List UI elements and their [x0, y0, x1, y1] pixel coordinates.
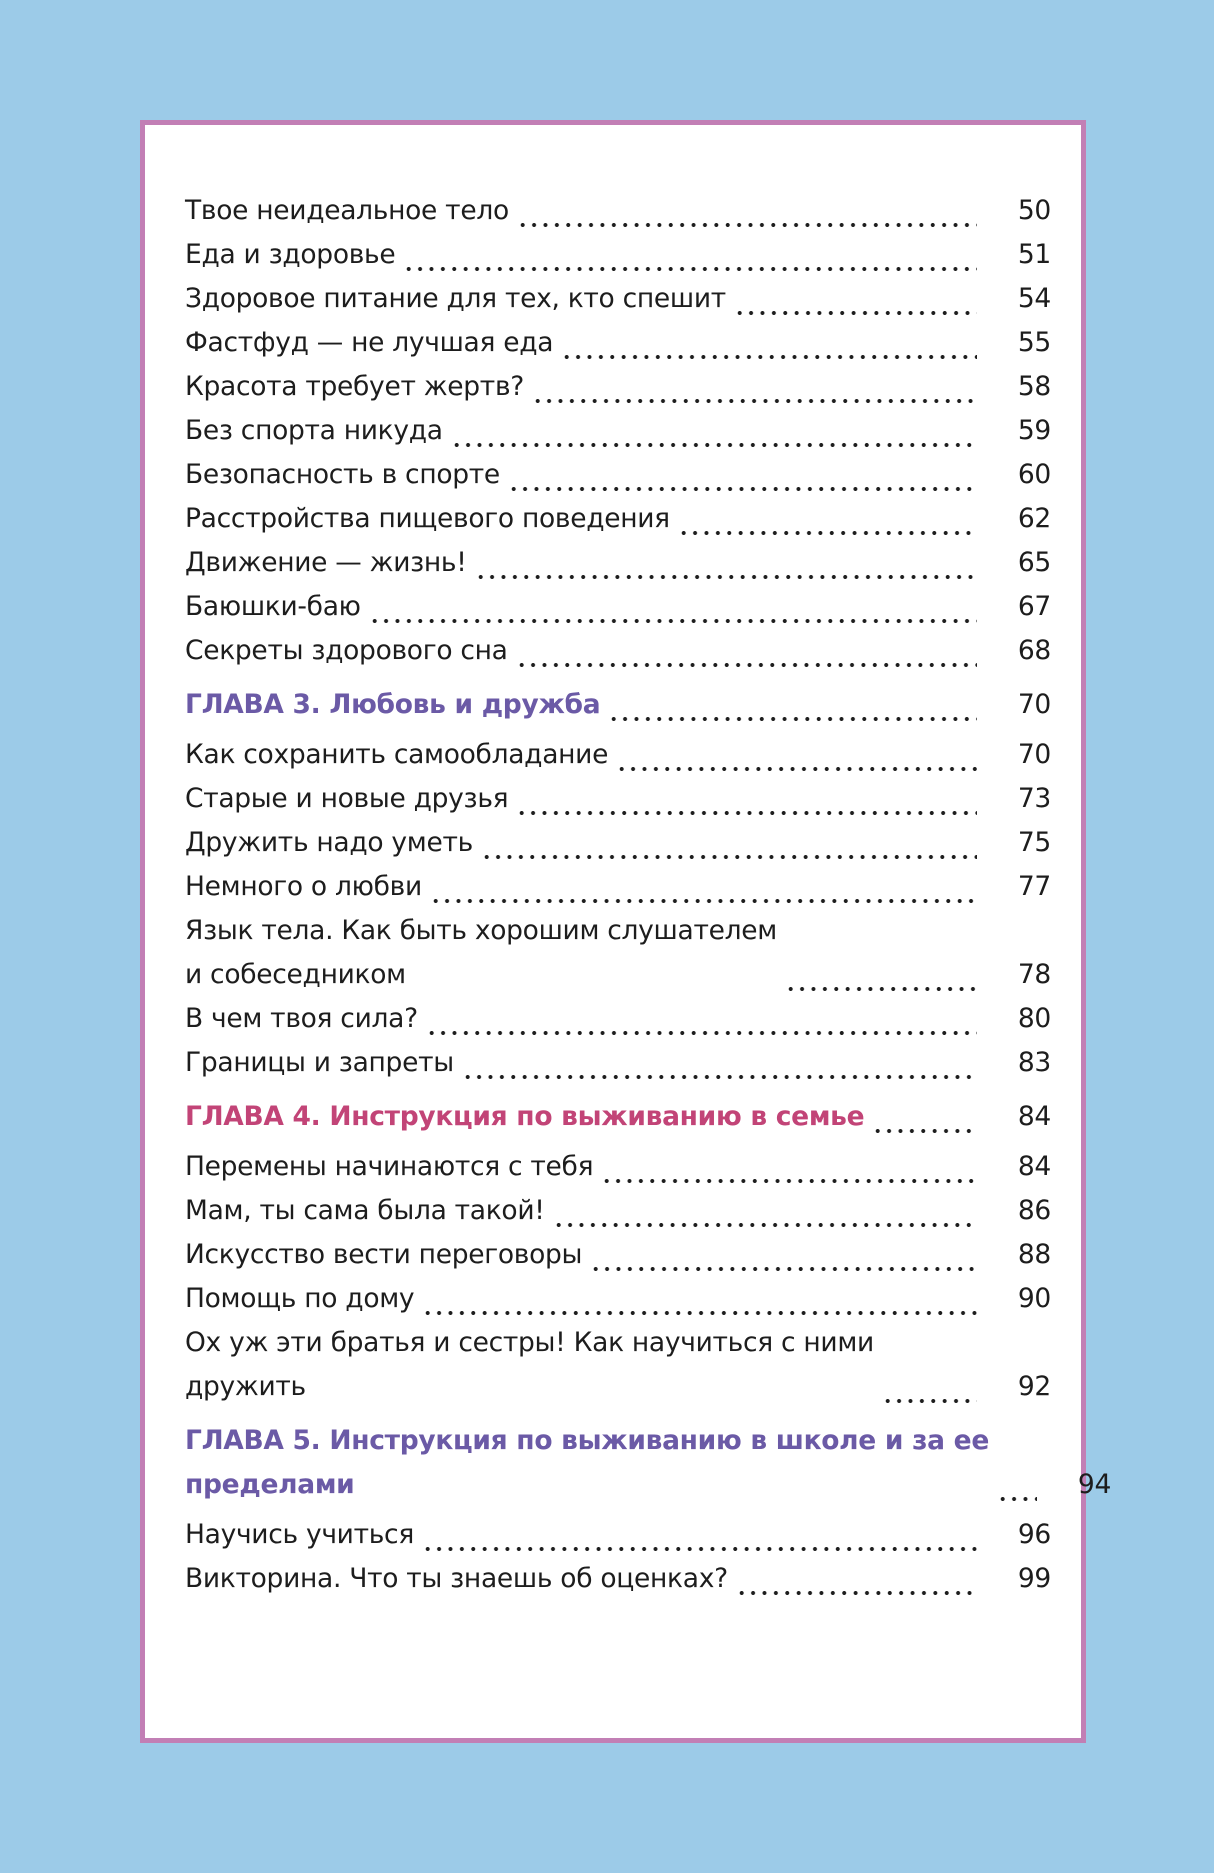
page-number: 77 [1017, 871, 1051, 902]
toc-chapter-entry[interactable] [185, 683, 1051, 727]
toc-entry-title [185, 629, 508, 673]
toc-entry-title-line1: Ох уж эти братья и сестры! Как научиться с ними [185, 1327, 874, 1358]
page-number: 60 [1017, 459, 1051, 490]
toc-chapter-entry[interactable] [185, 1419, 1112, 1507]
dot-leader [734, 277, 977, 321]
toc-entry-title-text: ГЛАВА 4. Инструкция по выживанию в семье [185, 1101, 865, 1132]
toc-entry-title [185, 585, 361, 629]
toc-entry-title [185, 1189, 545, 1233]
page-number: 99 [1017, 1563, 1051, 1594]
dot-leader [369, 585, 977, 629]
toc-entry-title-text: Красота требует жертв? [185, 371, 525, 402]
toc-entry-title [185, 497, 670, 541]
dot-leader [430, 865, 977, 909]
toc-entry-title-text: Викторина. Что ты знаешь об оценках? [185, 1563, 728, 1594]
toc-entry[interactable] [185, 497, 1051, 541]
toc-entry-title-text: Помощь по дому [185, 1283, 415, 1314]
toc-entry[interactable] [185, 233, 1051, 277]
toc-entry[interactable] [185, 1513, 1051, 1557]
toc-entry[interactable] [185, 277, 1051, 321]
toc-entry-title [185, 365, 524, 409]
toc-entry[interactable] [185, 629, 1051, 673]
toc-entry-title [185, 683, 600, 727]
page-number: 68 [1017, 635, 1051, 666]
toc-entry[interactable] [185, 1041, 1051, 1085]
page-number: 78 [1017, 959, 1051, 990]
toc-entry-title-text: Немного о любви [185, 871, 422, 902]
toc-entry-title-text: Секреты здорового сна [185, 635, 508, 666]
page-number: 70 [1017, 739, 1051, 770]
toc-entry[interactable] [185, 1233, 1051, 1277]
toc-entry-title-text: Здоровое питание для тех, кто спешит [185, 283, 726, 314]
dot-leader [516, 629, 977, 673]
toc-entry-title-text: Научись учиться [185, 1519, 414, 1550]
dot-leader [590, 1233, 977, 1277]
toc-entry-title [185, 277, 726, 321]
toc-entry-title-text: Твое неидеальное тело [185, 195, 509, 226]
toc-entry-title-text: Дружить надо уметь [185, 827, 473, 858]
page-number: 54 [1017, 283, 1051, 314]
toc-entry[interactable] [185, 321, 1051, 365]
toc-entry-title-text: Искусство вести переговоры [185, 1239, 583, 1270]
dot-leader [997, 1463, 1037, 1507]
page-number: 84 [1017, 1151, 1051, 1182]
toc-entry-title [185, 1513, 414, 1557]
page-number: 50 [1017, 195, 1051, 226]
toc-entry[interactable] [185, 997, 1051, 1041]
dot-leader [785, 953, 977, 997]
page-number: 51 [1017, 239, 1051, 270]
dot-leader [451, 409, 977, 453]
book-page [140, 120, 1112, 1743]
dot-leader [532, 365, 977, 409]
dot-leader [553, 1189, 977, 1233]
dot-leader [872, 1095, 977, 1139]
dot-leader [422, 1277, 977, 1321]
toc-entry-title [185, 189, 509, 233]
page-number: 96 [1017, 1519, 1051, 1550]
toc-entry[interactable] [185, 585, 1051, 629]
page-number: 58 [1017, 371, 1051, 402]
dot-leader [475, 541, 977, 585]
toc-entry-title [185, 1277, 414, 1321]
toc-entry-title [185, 541, 467, 585]
dot-leader [403, 233, 977, 277]
toc-entry[interactable] [185, 1557, 1051, 1601]
toc-entry[interactable] [185, 1321, 1051, 1409]
toc-entry-title [185, 1145, 593, 1189]
dot-leader [608, 683, 977, 727]
dot-leader [508, 453, 977, 497]
toc-entry-title-text: Без спорта никуда [185, 415, 443, 446]
toc-entry-title-text: дружить [185, 1371, 306, 1402]
dot-leader [616, 733, 977, 777]
toc-entry-title-line1: Язык тела. Как быть хорошим слушателем [185, 915, 777, 946]
toc-entry-title-text: Еда и здоровье [185, 239, 396, 270]
toc-entry-title-text: Фастфуд — не лучшая еда [185, 327, 554, 358]
dot-leader [422, 1513, 977, 1557]
page-number: 84 [1017, 1101, 1051, 1132]
toc-entry[interactable] [185, 541, 1051, 585]
toc-entry-title [185, 821, 473, 865]
dot-leader [882, 1365, 977, 1409]
dot-leader [678, 497, 977, 541]
page-number: 86 [1017, 1195, 1051, 1226]
toc-entry-title [185, 997, 418, 1041]
toc-entry-title-text: Баюшки-баю [185, 591, 361, 622]
toc-entry-title-line1: ГЛАВА 5. Инструкция по выживанию в школе и за ее [185, 1425, 990, 1456]
toc-entry-title-text: Перемены начинаются с тебя [185, 1151, 594, 1182]
toc-entry[interactable] [185, 777, 1051, 821]
dot-leader [481, 821, 977, 865]
toc-entry-title [185, 233, 395, 277]
toc-entry-title [185, 453, 500, 497]
toc-entry-title [185, 733, 608, 777]
toc-entry[interactable] [185, 189, 1051, 233]
toc-chapter-entry[interactable] [185, 1095, 1051, 1139]
toc-entry-title [185, 1557, 728, 1601]
page-number: 55 [1017, 327, 1051, 358]
page-number: 73 [1017, 783, 1051, 814]
page-number: 92 [1017, 1371, 1051, 1402]
dot-leader [561, 321, 977, 365]
toc-entry[interactable] [185, 1145, 1051, 1189]
toc-entry-title [185, 321, 553, 365]
dot-leader [462, 1041, 977, 1085]
toc-entry-title [185, 1419, 989, 1507]
toc-entry-title-text: Расстройства пищевого поведения [185, 503, 670, 534]
toc-entry-title-text: Старые и новые друзья [185, 783, 509, 814]
toc-entry-title [185, 909, 777, 997]
page-number: 90 [1017, 1283, 1051, 1314]
toc-entry-title [185, 1321, 874, 1409]
dot-leader [516, 777, 977, 821]
toc-entry[interactable] [185, 821, 1051, 865]
page-number: 88 [1017, 1239, 1051, 1270]
toc-entry[interactable] [185, 453, 1051, 497]
toc-entry-title [185, 1095, 864, 1139]
toc-entry-title [185, 1041, 454, 1085]
toc-entry-title-text: Мам, ты сама была такой! [185, 1195, 545, 1226]
page-number: 62 [1017, 503, 1051, 534]
toc-entry-title-text: Движение — жизнь! [185, 547, 467, 578]
toc-entry-title [185, 777, 508, 821]
toc-entry-title-text: и собеседником [185, 959, 406, 990]
dot-leader [736, 1557, 977, 1601]
toc-entry-title-text: Безопасность в спорте [185, 459, 500, 490]
dot-leader [426, 997, 977, 1041]
page-number: 65 [1017, 547, 1051, 578]
toc-entry[interactable] [185, 365, 1051, 409]
toc-entry-title-text: пределами [185, 1469, 355, 1500]
toc-entry-title-text: ГЛАВА 3. Любовь и дружба [185, 689, 601, 720]
dot-leader [601, 1145, 977, 1189]
table-of-contents [185, 189, 1112, 1601]
toc-entry-title-text: В чем твоя сила? [185, 1003, 418, 1034]
page-number: 94 [1077, 1469, 1112, 1500]
toc-entry-title [185, 409, 443, 453]
toc-entry[interactable] [185, 1277, 1051, 1321]
toc-entry[interactable] [185, 733, 1051, 777]
toc-entry-title-text: Границы и запреты [185, 1047, 454, 1078]
page-number: 83 [1017, 1047, 1051, 1078]
page-number: 75 [1017, 827, 1051, 858]
page-number: 80 [1017, 1003, 1051, 1034]
page-number: 70 [1017, 689, 1051, 720]
toc-entry-title [185, 1233, 582, 1277]
toc-entry-title-text: Как сохранить самообладание [185, 739, 609, 770]
dot-leader [517, 189, 977, 233]
toc-entry[interactable] [185, 1189, 1051, 1233]
page-number: 67 [1017, 591, 1051, 622]
toc-entry[interactable] [185, 865, 1051, 909]
toc-entry-title [185, 865, 422, 909]
toc-entry[interactable] [185, 909, 1051, 997]
page-number: 59 [1017, 415, 1051, 446]
toc-entry[interactable] [185, 409, 1051, 453]
